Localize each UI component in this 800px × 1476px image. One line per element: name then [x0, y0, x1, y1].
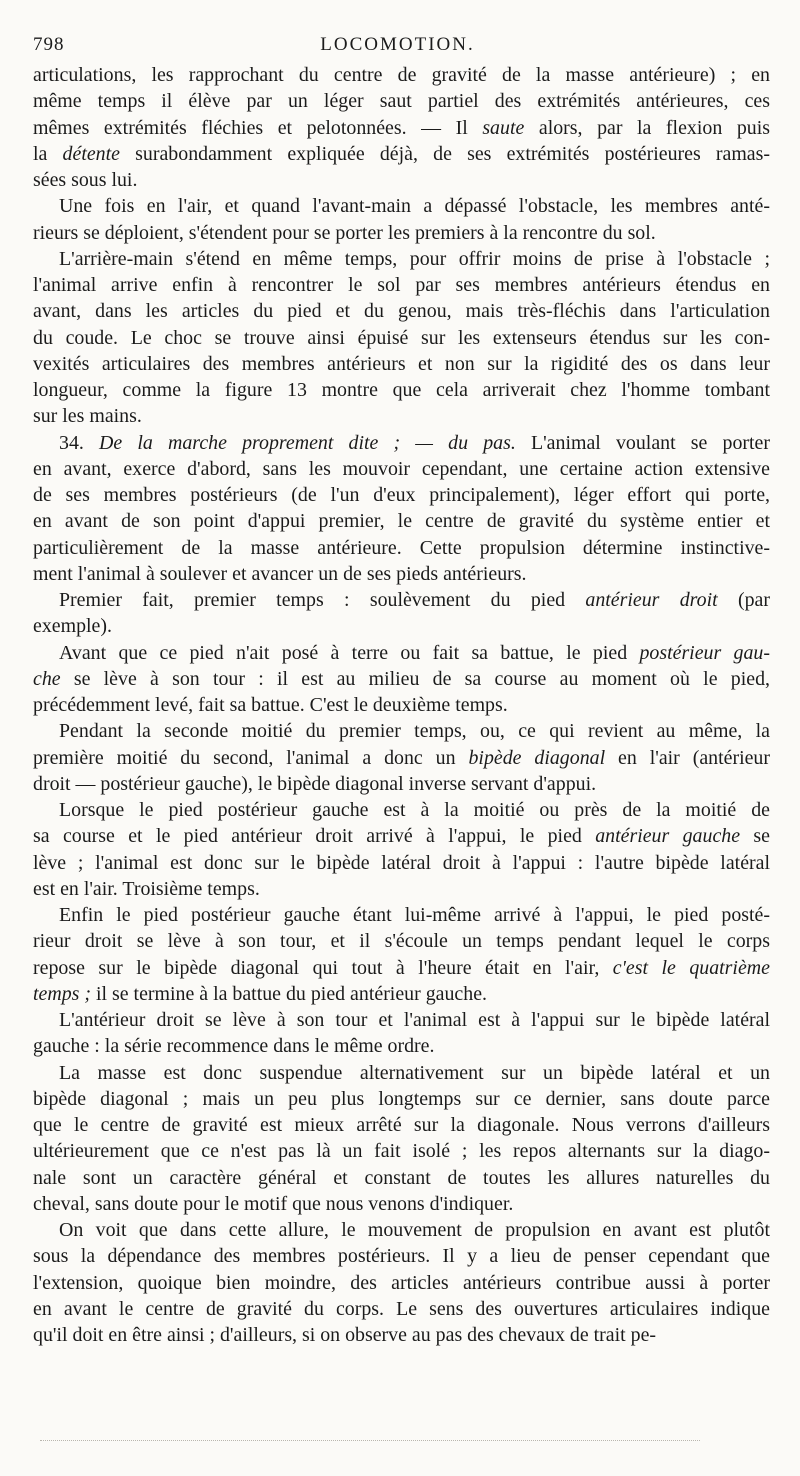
text-line: précédemment levé, fait sa battue. C'est le deuxième temps.: [33, 694, 508, 716]
text-line: droit — postérieur gauche), le bipède diagonal inverse servant d'appui.: [33, 772, 597, 795]
text-line: l'animal arrive enfin à rencontrer le sol par ses membres antérieurs étendus en: [33, 274, 770, 296]
text-line: de ses membres postérieurs (de l'un d'eux principalement), léger effort qui porte,: [33, 484, 770, 506]
text-line: même temps il élève par un léger saut partiel des extrémités antérieures, ces: [33, 90, 770, 113]
text-line: sées sous lui.: [33, 169, 138, 191]
text-line: que le centre de gravité est mieux arrêté sur la diagonale. Nous verrons d'ailleurs: [33, 1114, 770, 1136]
text-line: du coude. Le choc se trouve ainsi épuisé sur les extenseurs étendus sur les con-: [33, 326, 770, 349]
text-line: 34. De la marche proprement dite ; — du pas. L'animal voulant se porter: [59, 431, 770, 454]
text-line: exemple).: [33, 615, 112, 638]
text-line: articulations, les rapprochant du centre de gravité de la masse antérieure) ; en: [33, 64, 770, 86]
text-line: sur les mains.: [33, 405, 142, 428]
text-line: nale sont un caractère général et constant de toutes les allures naturelles du: [33, 1166, 770, 1189]
text-line: La masse est donc suspendue alternativement sur un bipède latéral et un: [59, 1061, 770, 1084]
text-line: L'antérieur droit se lève à son tour et l'animal est à l'appui sur le bipède latéral: [59, 1009, 770, 1031]
text-line: Enfin le pied postérieur gauche étant lui-même arrivé à l'appui, le pied posté-: [59, 904, 770, 926]
text-line: L'arrière-main s'étend en même temps, pour offrir moins de prise à l'obstacle ;: [59, 247, 770, 270]
text-line: cheval, sans doute pour le motif que nous venons d'indiquer.: [33, 1192, 514, 1215]
bottom-edge-artifact: [40, 1440, 700, 1443]
text-line: sa course et le pied antérieur droit arrivé à l'appui, le pied antérieur gauche se: [33, 825, 771, 848]
text-line: qu'il doit en être ainsi ; d'ailleurs, si on observe au pas des chevaux de trait pe-: [33, 1324, 657, 1346]
text-line: On voit que dans cette allure, le mouvement de propulsion en avant est plutôt: [59, 1219, 770, 1241]
text-line: la détente surabondamment expliquée déjà, de ses extrémités postérieures ramas-: [33, 142, 771, 165]
text-line: ment l'animal à soulever et avancer un de ses pieds antérieurs.: [33, 562, 527, 585]
text-line: Une fois en l'air, et quand l'avant-main a dépassé l'obstacle, les membres anté-: [59, 195, 770, 218]
page-number: 798: [33, 34, 65, 55]
text-line: en avant le centre de gravité du corps. Le sens des ouvertures articulaires indique: [33, 1297, 770, 1320]
text-line: première moitié du second, l'animal a donc un bipède diagonal en l'air (antérieur: [33, 746, 771, 769]
text-line: bipède diagonal ; mais un peu plus longtemps sur ce dernier, sans doute parce: [33, 1087, 770, 1110]
text-line: avant, dans les articles du pied et du genou, mais très-fléchis dans l'articulation: [33, 300, 770, 323]
text-line: repose sur le bipède diagonal qui tout à l'heure était en l'air, c'est le quatrième: [33, 956, 770, 979]
body-text: [33, 62, 770, 1348]
text-line: che se lève à son tour : il est au milieu de sa course au moment où le pied,: [33, 667, 770, 690]
text-line: mêmes extrémités fléchies et pelotonnées. — Il saute alors, par la flexion puis: [33, 116, 770, 139]
text-line: rieur droit se lève à son tour, et il s'écoule un temps pendant lequel le corps: [33, 930, 770, 953]
text-line: sous la dépendance des membres postérieurs. Il y a lieu de penser cependant que: [33, 1245, 770, 1268]
text-line: temps ; il se termine à la battue du pied antérieur gauche.: [33, 982, 488, 1005]
text-line: Avant que ce pied n'ait posé à terre ou fait sa battue, le pied postérieur gau-: [59, 641, 770, 664]
text-line: particulièrement de la masse antérieure. Cette propulsion détermine instinctive-: [33, 536, 770, 559]
text-line: longueur, comme la figure 13 montre que cela arriverait chez l'homme tombant: [33, 379, 770, 401]
text-line: gauche : la série recommence dans le même ordre.: [33, 1035, 435, 1058]
text-line: l'extension, quoique bien moindre, des articles antérieurs contribue aussi à porter: [33, 1271, 770, 1294]
text-line: Premier fait, premier temps : soulèvement du pied antérieur droit (par: [59, 589, 770, 611]
text-line: rieurs se déploient, s'étendent pour se porter les premiers à la rencontre du sol.: [33, 221, 656, 244]
text-line: en avant de son point d'appui premier, le centre de gravité du système entier et: [33, 510, 770, 533]
text-line: vexités articulaires des membres antérieurs et non sur la rigidité des os dans leur: [33, 352, 770, 375]
text-line: est en l'air. Troisième temps.: [33, 877, 260, 900]
page-header: [33, 34, 762, 60]
running-title: LOCOMOTION.: [320, 34, 475, 55]
text-line: lève ; l'animal est donc sur le bipède latéral droit à l'appui : l'autre bipède latéral: [33, 851, 770, 874]
text-line: Pendant la seconde moitié du premier temps, ou, ce qui revient au même, la: [59, 720, 770, 743]
text-line: Lorsque le pied postérieur gauche est à la moitié ou près de la moitié de: [59, 799, 770, 821]
text-line: en avant, exerce d'abord, sans les mouvoir cependant, une certaine action extensive: [33, 457, 770, 480]
text-line: ultérieurement que ce n'est pas là un fait isolé ; les repos alternants sur la diago-: [33, 1140, 770, 1163]
